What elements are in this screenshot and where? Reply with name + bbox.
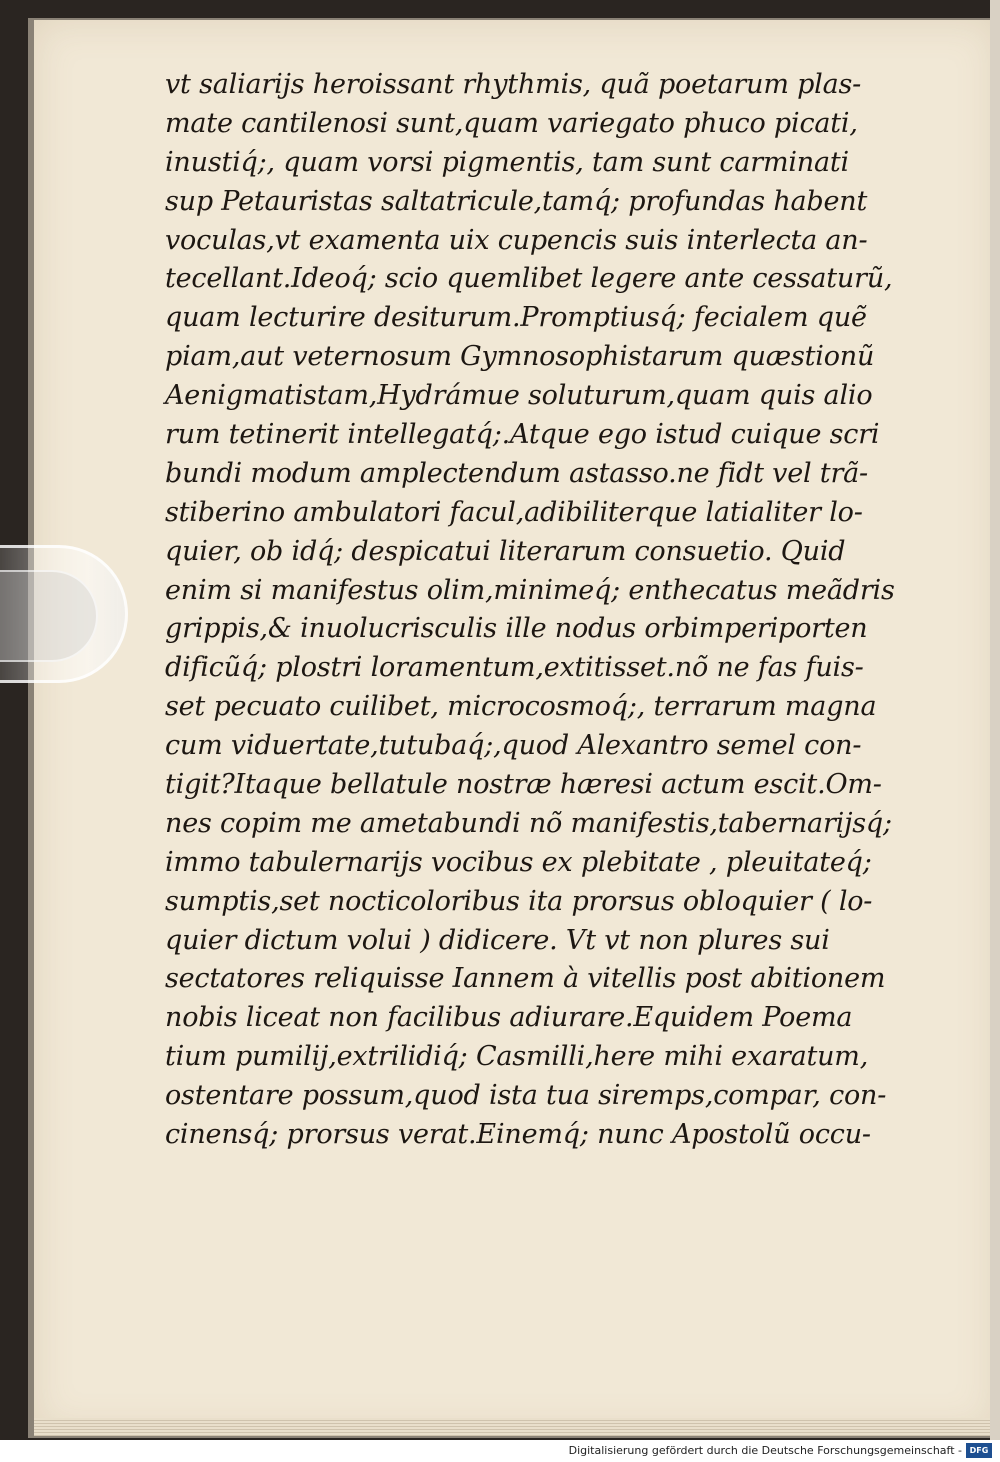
text-line: cinensq́; prorsus verat.Einemq́; nunc Apostolũ occu- — [165, 1119, 871, 1151]
text-line: cum viduertate,tutubaq́;,quod Alexantro semel con- — [165, 730, 862, 762]
plastic-page-clip-inner — [0, 570, 98, 662]
text-line: sumptis,set nocticoloribus ita prorsus obloquier ( lo- — [165, 885, 873, 917]
text-line: stiberino ambulatori facul,adibiliterque latialiter lo- — [165, 496, 863, 528]
text-line: nes copim me ametabundi nõ manifestis,tabernarijsq́; — [165, 807, 892, 839]
text-line: quier, ob idq́; despicatui literarum consuetio. Quid — [165, 535, 846, 567]
text-line: piam,aut veternosum Gymnosophistarum quæstionũ — [165, 341, 875, 373]
text-line: ostentare possum,quod ista tua siremps,compar, con- — [165, 1080, 887, 1112]
text-line: enim si manifestus olim,minimeq́; enthecatus meãdris — [165, 574, 895, 606]
text-line: tium pumilij,extrilidiq́; Casmilli,here mihi exaratum, — [165, 1041, 869, 1073]
funding-credit: Digitalisierung gefördert durch die Deutsche Forschungsgemeinschaft - — [568, 1444, 962, 1457]
text-line: set pecuato cuilibet, microcosmoq́;, terrarum magna — [165, 691, 877, 723]
text-line: mate cantilenosi sunt,quam variegato phuco picati, — [165, 107, 858, 139]
dfg-logo-icon: DFG — [966, 1443, 992, 1458]
text-line: nobis liceat non facilibus adiurare.Equidem Poema — [165, 1002, 853, 1034]
text-line: tecellant.Ideoq́; scio quemlibet legere ante cessaturũ, — [165, 263, 893, 295]
page-text — [165, 66, 917, 1155]
text-line: inustiq́;, quam vorsi pigmentis, tam sunt carminati — [165, 146, 849, 178]
page-bottom-edge — [34, 1418, 996, 1436]
text-line: rum tetinerit intellegatq́;.Atque ego istud cuique scri — [165, 419, 880, 451]
text-line: immo tabulernarijs vocibus ex plebitate , pleuitateq́; — [165, 846, 872, 878]
text-line: quam lecturire desiturum.Promptiusq́; fecialem quẽ — [165, 302, 867, 334]
text-line: grippis,& inuolucrisculis ille nodus orbimperiporten — [165, 613, 868, 645]
text-line: Aenigmatistam,Hydrámue soluturum,quam quis alio — [165, 380, 873, 412]
text-line: dificũq́; plostri loramentum,extitisset.nõ ne fas fuis- — [165, 652, 864, 684]
right-margin-strip — [990, 0, 1000, 1440]
footer-bar — [0, 1440, 1000, 1462]
text-line: tigit?Itaque bellatule nostræ hæresi actum escit.Om- — [165, 769, 882, 801]
text-line: sup Petauristas saltatricule,tamq́; profundas habent — [165, 185, 868, 217]
text-line: voculas,vt examenta uix cupencis suis interlecta an- — [165, 224, 868, 256]
text-line: bundi modum amplectendum astasso.ne fidt vel trã- — [165, 457, 868, 489]
text-line: sectatores reliquisse Iannem à vitellis post abitionem — [165, 963, 886, 995]
text-line: vt saliarijs heroissant rhythmis, quã poetarum plas- — [165, 69, 862, 100]
text-line: quier dictum volui ) didicere. Vt vt non plures sui — [165, 924, 830, 956]
